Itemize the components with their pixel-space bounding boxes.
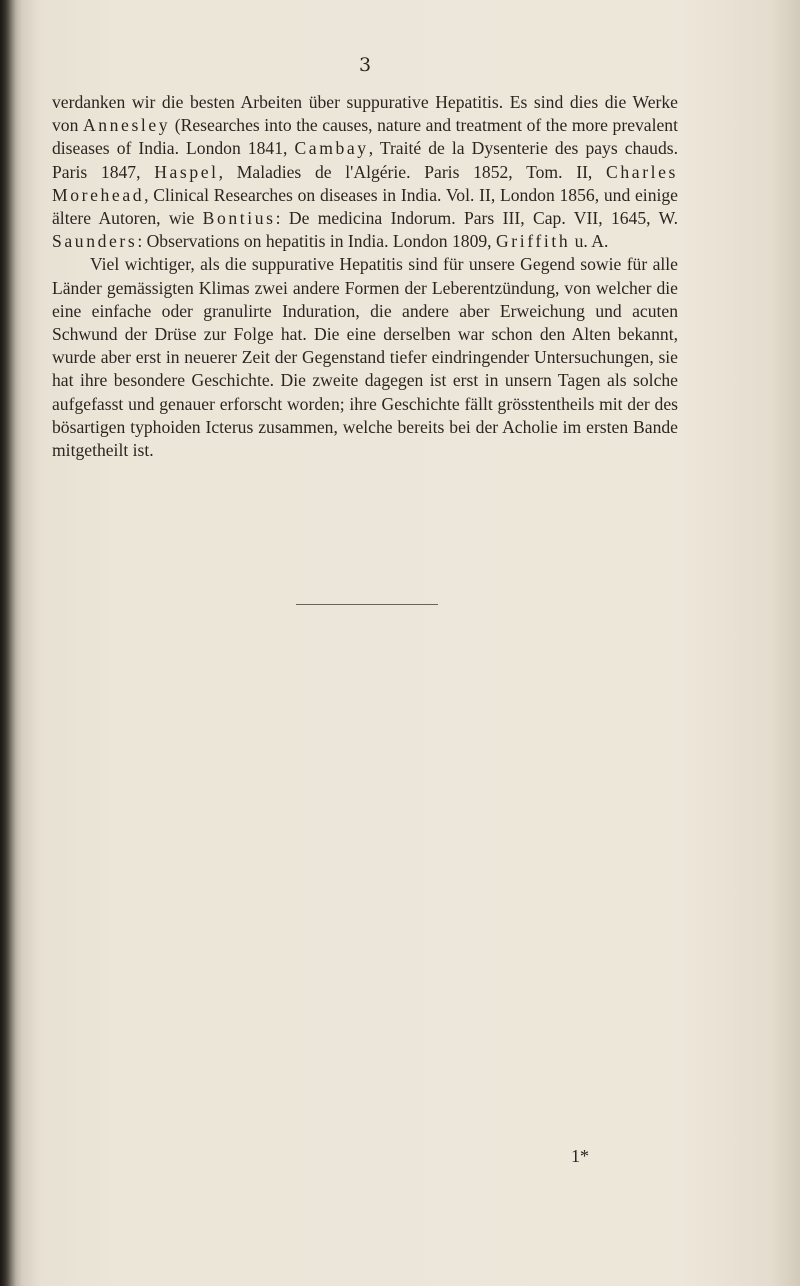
author-name: Cambay: [294, 138, 369, 159]
author-name: Saunders: [52, 231, 138, 252]
text-run: (Researches into the causes, nature and treatment of the more prevalent diseases of India. London 1841,: [52, 115, 678, 159]
author-name: Haspel: [154, 161, 219, 182]
paragraph: [52, 91, 678, 253]
book-spine-shadow: [0, 0, 16, 1286]
author-name: Bontius: [202, 208, 276, 229]
author-name: Griffith: [495, 231, 571, 252]
text-run: verdanken wir die besten Arbeiten über suppurative Hepatitis. Es sind dies die Werke von: [52, 92, 678, 136]
text-run: : De medicina Indorum. Pars III, Cap. VII, 1645, W.: [275, 208, 678, 229]
author-name: Charles Morehead: [52, 161, 678, 205]
paragraph: [52, 253, 678, 462]
text-run: : Observations on hepatitis in India. London 1809,: [137, 231, 496, 252]
page-number: 3: [358, 54, 372, 76]
text-run: , Traité de la Dysenterie des pays chauds. Paris 1847,: [52, 138, 678, 182]
body-text: [52, 91, 678, 462]
text-run: , Maladies de l'Algérie. Paris 1852, Tom. II,: [218, 161, 607, 182]
text-run: , Clinical Researches on diseases in India. Vol. II, London 1856, und einige ältere Autoren, wie: [52, 184, 678, 229]
signature-mark: 1*: [571, 1146, 589, 1166]
text-run: u. A.: [570, 231, 609, 252]
section-divider-rule: [296, 604, 438, 605]
author-name: Annesley: [82, 115, 171, 136]
text-run: Viel wichtiger, als die suppurative Hepatitis sind für unsere Gegend sowie für alle Länder gemässigten Klimas zwei andere Formen der Leberentzündung, von welcher die eine einfache oder granulirte Induration, die andere aber Erweichung und acuten Schwund der Drüse zur Folge hat. Die eine derselben war schon den Alten bekannt, wurde aber erst in neuerer Zeit der Gegenstand tiefer eindringender Untersuchungen, sie hat ihre besondere Geschichte. Die zweite dagegen ist erst in unsern Tagen als solche aufgefasst und genauer erforscht worden; ihre Geschichte fällt grösstentheils mit der des bösartigen typhoiden Icterus zusammen, welche bereits bei der Acholie im ersten Bande mitgetheilt ist.: [52, 254, 678, 461]
